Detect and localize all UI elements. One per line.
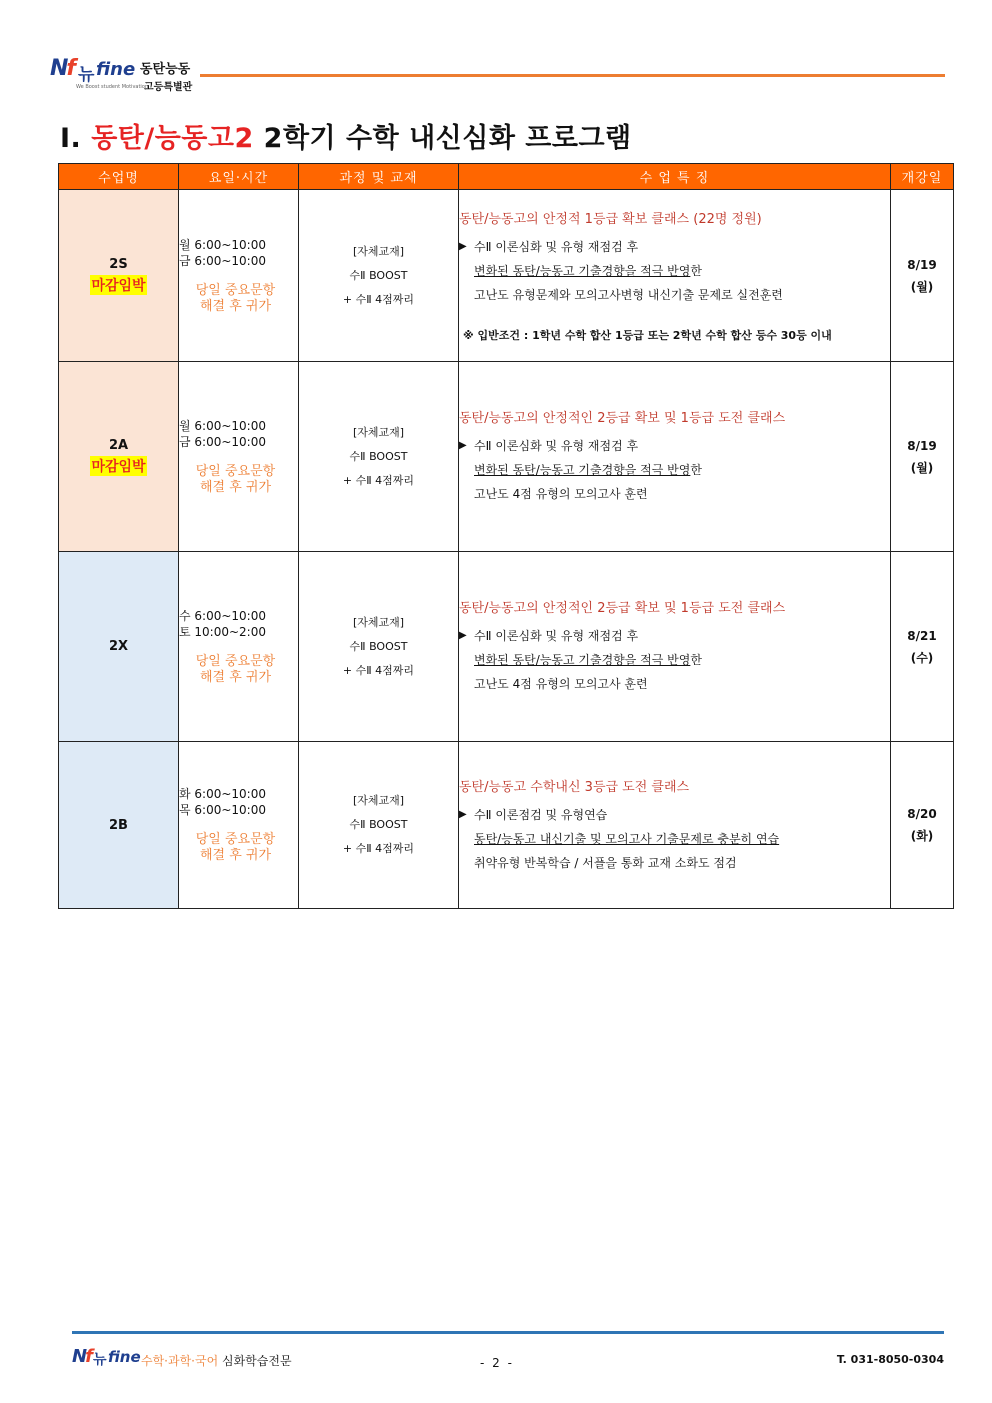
class-name: 2S bbox=[109, 256, 128, 272]
header-schedule: 요일·시간 bbox=[179, 164, 299, 190]
schedule-line: 수 6:00~10:00 bbox=[179, 608, 266, 623]
feature-line: 변화된 동탄/능동고 기출경향을 적극 반영한 bbox=[474, 264, 702, 278]
arrow-bullet-icon: ▶ bbox=[459, 808, 467, 820]
header-course-book: 과정 및 교재 bbox=[299, 164, 459, 190]
logo-fine: fine bbox=[96, 59, 136, 80]
course-book-cell: [자체교재] 수Ⅱ BOOST + 수Ⅱ 4점짜리 bbox=[299, 552, 459, 742]
schedule-line: 금 6:00~10:00 bbox=[179, 253, 266, 268]
start-date-cell: 8/21 (수) bbox=[891, 552, 954, 742]
course-book-cell: [자체교재] 수Ⅱ BOOST + 수Ⅱ 4점짜리 bbox=[299, 362, 459, 552]
footer-phone: T. 031-8050-0304 bbox=[836, 1353, 944, 1366]
logo-mark: Nf bbox=[50, 56, 74, 81]
feature-line: ▶ 수Ⅱ 이론심화 및 유형 재점검 후 bbox=[459, 434, 890, 458]
start-date-cell: 8/19 (월) bbox=[891, 190, 954, 362]
table-row bbox=[59, 742, 954, 909]
features-cell bbox=[459, 552, 891, 742]
feature-line: 변화된 동탄/능동고 기출경향을 적극 반영한 bbox=[474, 463, 702, 477]
class-name: 2B bbox=[109, 817, 128, 833]
page-title: Ⅰ. 동탄/능동고2 2학기 수학 내신심화 프로그램 bbox=[60, 123, 632, 154]
schedule-line: 금 6:00~10:00 bbox=[179, 434, 266, 449]
schedule-cell bbox=[179, 742, 299, 909]
header-class-name: 수업명 bbox=[59, 164, 179, 190]
page-header bbox=[50, 52, 945, 96]
course-book-cell: [자체교재] 수Ⅱ BOOST + 수Ⅱ 4점짜리 bbox=[299, 190, 459, 362]
feature-line: 동탄/능동고 내신기출 및 모의고사 기출문제로 충분히 연습 bbox=[474, 831, 780, 846]
table-row bbox=[59, 552, 954, 742]
schedule-note: 당일 중요문항 해결 후 귀가 bbox=[195, 463, 276, 495]
schedule-note: 당일 중요문항 해결 후 귀가 bbox=[195, 653, 276, 685]
class-name-cell bbox=[59, 190, 179, 362]
feature-line: 고난도 4점 유형의 모의고사 훈련 bbox=[474, 677, 648, 691]
class-name: 2A bbox=[108, 437, 129, 453]
arrow-bullet-icon: ▶ bbox=[459, 630, 467, 641]
schedule-line: 목 6:00~10:00 bbox=[179, 803, 266, 817]
start-date-cell: 8/19 (월) bbox=[891, 362, 954, 552]
feature-line: 취약유형 반복학습 / 서플을 통화 교재 소화도 점검 bbox=[474, 855, 737, 870]
class-name: 2X bbox=[108, 639, 129, 654]
header-features: 수 업 특 징 bbox=[459, 164, 891, 190]
table-row bbox=[59, 190, 954, 362]
program-table bbox=[58, 163, 954, 909]
features-cell bbox=[459, 190, 891, 362]
schedule-line: 월 6:00~10:00 bbox=[179, 237, 266, 252]
feature-line: 고난도 4점 유형의 모의고사 훈련 bbox=[474, 487, 648, 501]
table-header-row bbox=[59, 164, 954, 190]
footer-newfine-logo bbox=[72, 1346, 142, 1372]
header-divider bbox=[200, 74, 945, 77]
class-name-cell bbox=[59, 742, 179, 909]
features-cell bbox=[459, 742, 891, 909]
deadline-badge: 마감임박 bbox=[90, 275, 146, 295]
class-name-cell bbox=[59, 362, 179, 552]
footer-logo-fine: fine bbox=[108, 1348, 141, 1366]
schedule-cell bbox=[179, 190, 299, 362]
page-number: - 2 - bbox=[480, 1356, 514, 1370]
deadline-badge: 마감임박 bbox=[90, 456, 146, 476]
entry-condition: ※ 입반조건 : 1학년 수학 합산 1등급 또는 2학년 수학 합산 등수 30등 이내 bbox=[463, 329, 832, 342]
table-row bbox=[59, 362, 954, 552]
feature-headline: 동탄/능동고의 안정적인 2등급 확보 및 1등급 도전 클래스 bbox=[459, 601, 786, 616]
footer-logo-mark: Nf bbox=[72, 1346, 91, 1367]
schedule-line: 토 10:00~2:00 bbox=[179, 624, 266, 639]
footer-logo-nyu: 뉴 bbox=[93, 1352, 107, 1368]
schedule-line: 월 6:00~10:00 bbox=[179, 418, 266, 433]
feature-headline: 동탄/능동고의 안정적 1등급 확보 클래스 (22명 정원) bbox=[459, 212, 762, 227]
feature-headline: 동탄/능동고의 안정적인 2등급 확보 및 1등급 도전 클래스 bbox=[459, 411, 786, 426]
class-name-cell bbox=[59, 552, 179, 742]
footer-subjects: 수학·과학·국어 심화학습전문 bbox=[141, 1354, 292, 1368]
arrow-bullet-icon: ▶ bbox=[459, 241, 467, 252]
schedule-cell bbox=[179, 362, 299, 552]
logo-nyu: 뉴 bbox=[78, 65, 95, 85]
start-date-cell: 8/20 (화) bbox=[891, 742, 954, 909]
logo-tagline: We Boost student Motivation bbox=[76, 84, 149, 90]
arrow-bullet-icon: ▶ bbox=[459, 440, 467, 451]
feature-line: ▶ 수Ⅱ 이론심화 및 유형 재점검 후 bbox=[459, 624, 890, 648]
schedule-cell bbox=[179, 552, 299, 742]
feature-headline: 동탄/능동고 수학내신 3등급 도전 클래스 bbox=[459, 779, 690, 795]
footer-divider bbox=[72, 1331, 944, 1334]
schedule-note: 당일 중요문항 해결 후 귀가 bbox=[195, 282, 276, 314]
brand-division: 고등특별관 bbox=[144, 82, 193, 93]
schedule-note: 당일 중요문항 해결 후 귀가 bbox=[195, 832, 276, 863]
course-book-cell: [자체교재] 수Ⅱ BOOST + 수Ⅱ 4점짜리 bbox=[299, 742, 459, 909]
header-start-date: 개강일 bbox=[891, 164, 954, 190]
schedule-line: 화 6:00~10:00 bbox=[179, 787, 266, 801]
brand-branch: 동탄능동 bbox=[140, 62, 191, 77]
newfine-logo bbox=[50, 56, 149, 90]
feature-line: 변화된 동탄/능동고 기출경향을 적극 반영한 bbox=[474, 653, 702, 667]
feature-line: ▶ 수Ⅱ 이론심화 및 유형 재점검 후 bbox=[459, 235, 890, 259]
feature-line: ▶ 수Ⅱ 이론점검 및 유형연습 bbox=[459, 803, 890, 827]
feature-line: 고난도 유형문제와 모의고사변형 내신기출 문제로 실전훈련 bbox=[474, 288, 783, 302]
features-cell bbox=[459, 362, 891, 552]
